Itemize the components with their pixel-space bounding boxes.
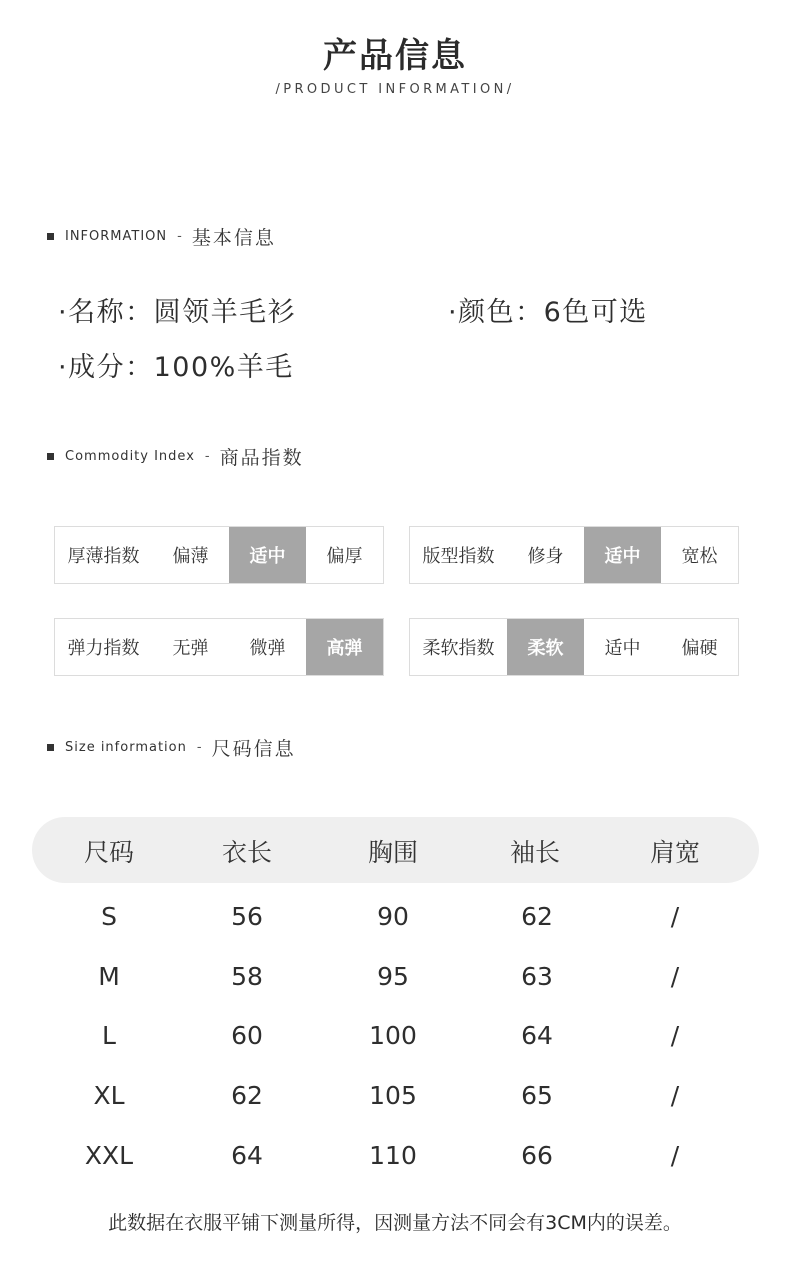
index-option-selected: 适中 bbox=[584, 527, 661, 583]
index-option: 适中 bbox=[604, 638, 641, 659]
section-title-cn: 基本信息 bbox=[191, 226, 276, 249]
table-cell: 90 bbox=[377, 902, 409, 931]
table-header-size: 尺码 bbox=[83, 838, 134, 867]
section-title-en: Size information bbox=[65, 739, 187, 755]
index-option-selected: 高弹 bbox=[306, 619, 383, 675]
commodity-index-heading bbox=[47, 444, 304, 468]
product-composition: ·成分：100%羊毛 bbox=[58, 352, 294, 383]
table-header-sleeve: 袖长 bbox=[509, 838, 560, 867]
table-cell: L bbox=[102, 1021, 116, 1050]
table-header-chest: 胸围 bbox=[367, 838, 418, 867]
table-cell: XXL bbox=[84, 1141, 134, 1170]
square-bullet-icon bbox=[47, 744, 54, 751]
square-bullet-icon bbox=[47, 453, 54, 460]
table-header-length: 衣长 bbox=[221, 838, 272, 867]
product-name: ·名称：圆领羊毛衫 bbox=[58, 297, 297, 328]
table-cell: 62 bbox=[231, 1081, 263, 1110]
size-info-heading bbox=[47, 735, 296, 759]
index-label: 弹力指数 bbox=[67, 638, 140, 659]
section-dash: - bbox=[177, 228, 182, 244]
table-cell: 105 bbox=[369, 1081, 417, 1110]
index-label: 厚薄指数 bbox=[67, 546, 140, 567]
table-cell: / bbox=[670, 902, 680, 931]
section-title-cn: 尺码信息 bbox=[211, 737, 296, 760]
section-dash: - bbox=[196, 739, 202, 755]
index-option: 宽松 bbox=[681, 546, 718, 567]
table-cell: S bbox=[101, 902, 117, 931]
index-option-selected: 柔软 bbox=[507, 619, 584, 675]
table-cell: 62 bbox=[521, 902, 553, 931]
table-cell: 60 bbox=[231, 1021, 263, 1050]
table-cell: 65 bbox=[521, 1081, 553, 1110]
basic-info-heading bbox=[47, 224, 276, 248]
measurement-footnote: 此数据在衣服平铺下测量所得，因测量方法不同会有3CM内的误差。 bbox=[108, 1212, 682, 1234]
index-option: 微弹 bbox=[249, 638, 286, 659]
index-option: 偏硬 bbox=[681, 638, 718, 659]
index-elasticity bbox=[54, 618, 384, 676]
index-thickness bbox=[54, 526, 384, 584]
table-cell: M bbox=[98, 962, 120, 991]
square-bullet-icon bbox=[47, 233, 54, 240]
section-title-en: INFORMATION bbox=[65, 228, 168, 244]
page-title: 产品信息 bbox=[323, 36, 467, 76]
table-cell: 100 bbox=[369, 1021, 417, 1050]
table-cell: XL bbox=[93, 1081, 125, 1110]
table-cell: 64 bbox=[231, 1141, 263, 1170]
table-cell: 110 bbox=[369, 1141, 417, 1170]
index-option: 无弹 bbox=[172, 638, 209, 659]
table-cell: / bbox=[670, 1021, 680, 1050]
index-option-selected: 适中 bbox=[229, 527, 306, 583]
table-cell: 66 bbox=[521, 1141, 553, 1170]
table-cell: / bbox=[670, 1081, 680, 1110]
table-cell: 64 bbox=[521, 1021, 553, 1050]
product-color: ·颜色：6色可选 bbox=[448, 297, 648, 328]
table-cell: 58 bbox=[231, 962, 263, 991]
index-fit bbox=[409, 526, 739, 584]
table-cell: 63 bbox=[521, 962, 553, 991]
table-cell: / bbox=[670, 962, 680, 991]
table-cell: / bbox=[670, 1141, 680, 1170]
section-dash: - bbox=[204, 448, 210, 464]
index-softness bbox=[409, 618, 739, 676]
table-cell: 56 bbox=[231, 902, 263, 931]
index-label: 柔软指数 bbox=[422, 638, 495, 659]
index-label: 版型指数 bbox=[422, 546, 495, 567]
section-title-cn: 商品指数 bbox=[219, 446, 304, 469]
index-option: 修身 bbox=[527, 546, 564, 567]
table-header-shoulder: 肩宽 bbox=[649, 838, 700, 867]
index-option: 偏薄 bbox=[172, 546, 209, 567]
page-subtitle: /PRODUCT INFORMATION/ bbox=[275, 82, 515, 97]
section-title-en: Commodity Index bbox=[65, 448, 195, 464]
table-cell: 95 bbox=[377, 962, 409, 991]
index-option: 偏厚 bbox=[326, 546, 363, 567]
